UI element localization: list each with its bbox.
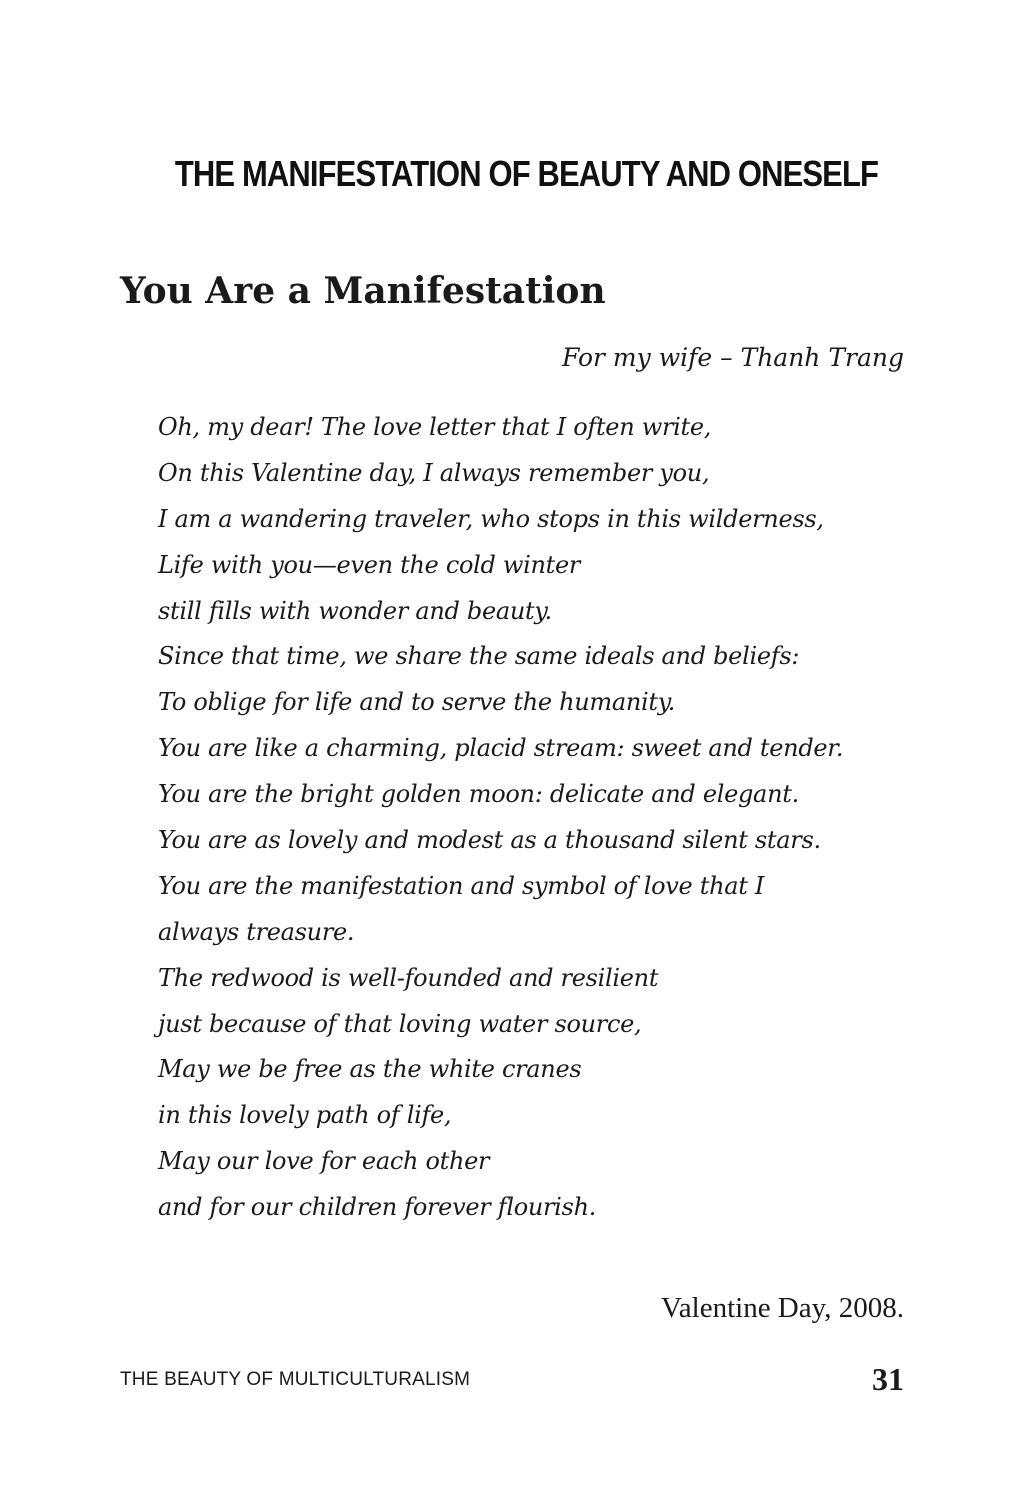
poem-line: May our love for each other [158,1147,490,1176]
poem-line: and for our children forever flourish. [158,1193,597,1222]
poem-line: I am a wandering traveler, who stops in this wilderness, [158,504,824,533]
poem-signoff-date: Valentine Day, 2008. [661,1292,904,1324]
poem-line: You are like a charming, placid stream: sweet and tender. [158,734,844,763]
poem-line: The redwood is well-founded and resilient [158,963,659,992]
poem-title: You Are a Manifestation [120,270,606,312]
poem-body [158,405,918,1231]
poem-line: On this Valentine day, I always remember you, [158,458,710,487]
poem-line: just because of that loving water source, [158,1009,642,1038]
poem-line: May we be free as the white cranes [158,1055,582,1084]
poem-line: You are the manifestation and symbol of love that I [158,871,765,900]
poem-line: in this lovely path of life, [158,1101,452,1130]
poem-line: Since that time, we share the same ideals and beliefs: [158,642,800,671]
poem-dedication: For my wife – Thanh Trang [561,343,904,372]
poem-line: always treasure. [158,917,355,946]
poem-line: You are as lovely and modest as a thousand silent stars. [158,826,821,855]
footer-page-number: 31 [872,1361,904,1397]
poem-line: Life with you—even the cold winter [158,550,581,579]
poem-line: To oblige for life and to serve the humanity. [158,688,676,717]
footer-book-title: THE BEAUTY OF MULTICULTURALISM [120,1369,471,1390]
section-title: THE MANIFESTATION OF BEAUTY AND ONESELF [174,153,879,194]
poem-line: still fills with wonder and beauty. [158,596,552,625]
poem-line: You are the bright golden moon: delicate and elegant. [158,780,799,809]
poem-line: Oh, my dear! The love letter that I often write, [158,413,712,441]
